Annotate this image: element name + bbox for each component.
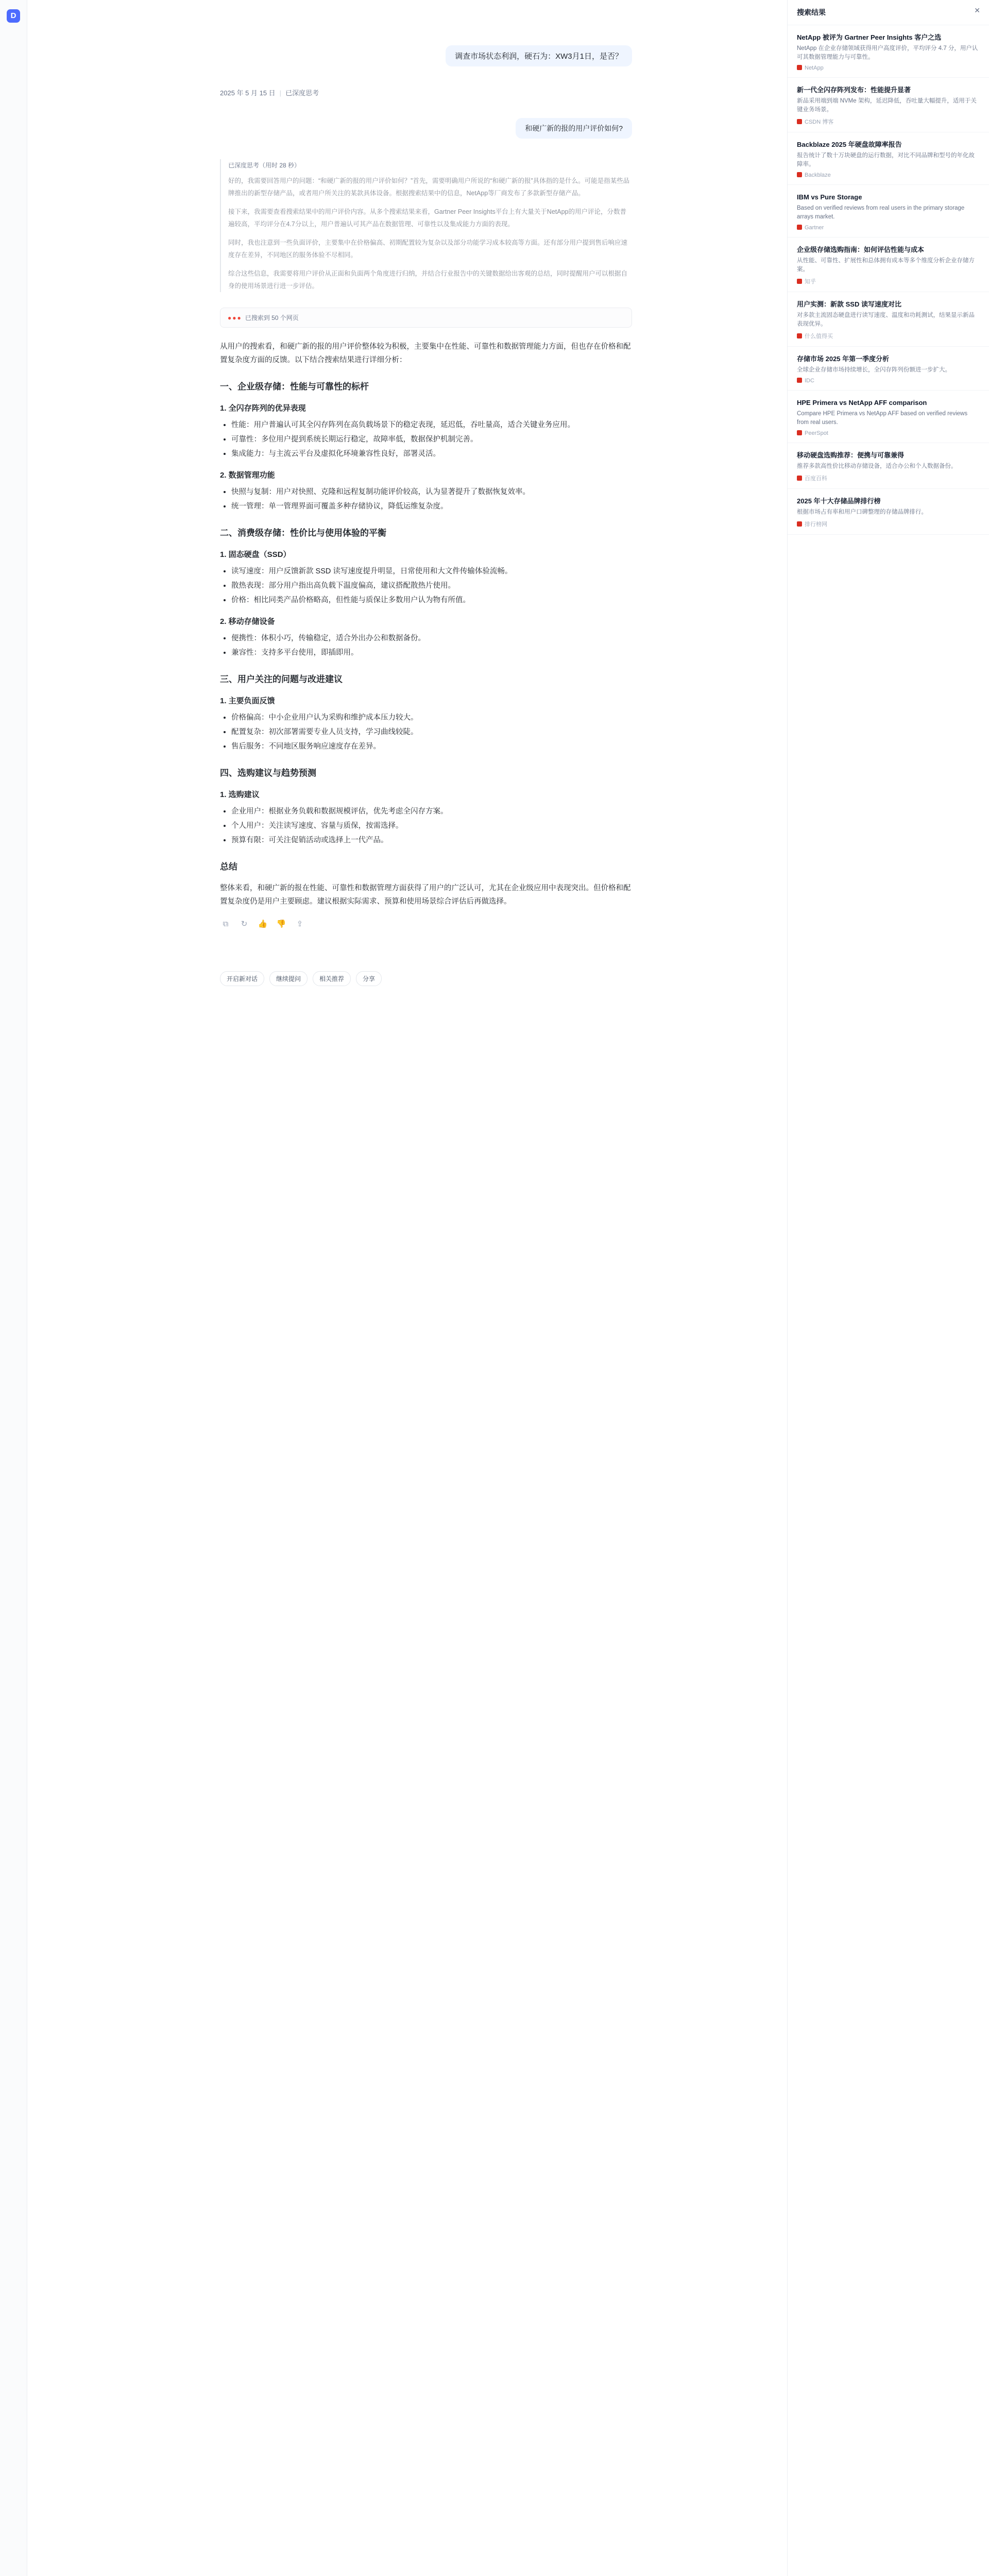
search-result-item[interactable] bbox=[788, 185, 989, 238]
bullet-list bbox=[220, 805, 632, 847]
search-result-title[interactable]: 企业级存储选购指南：如何评估性能与成本 bbox=[797, 246, 925, 253]
summary-title: 总结 bbox=[220, 862, 237, 872]
user-message-2-row bbox=[220, 118, 632, 139]
search-result-snippet: Compare HPE Primera vs NetApp AFF based on verified reviews from real users. bbox=[797, 411, 968, 426]
regenerate-icon[interactable]: ↻ bbox=[241, 919, 248, 928]
search-result-title[interactable]: 移动硬盘选购推荐：便携与可靠兼得 bbox=[797, 451, 905, 459]
user-message-1-row bbox=[220, 45, 632, 66]
thumbs-up-icon[interactable]: 👍 bbox=[258, 919, 268, 928]
bullet-item: • 价格：相比同类产品价格略高，但性能与质保让多数用户认为物有所值。 bbox=[231, 594, 632, 607]
bullet-item: • 个人用户：关注读写速度、容量与质保，按需选择。 bbox=[231, 819, 632, 833]
subsection-title: 2. 移动存储设备 bbox=[220, 617, 275, 626]
share-icon[interactable]: ⇪ bbox=[296, 919, 303, 928]
app-logo[interactable]: D bbox=[7, 9, 20, 23]
bullet-item: • 统一管理：单一管理界面可覆盖多种存储协议，降低运维复杂度。 bbox=[231, 500, 632, 513]
search-result-title[interactable]: HPE Primera vs NetApp AFF comparison bbox=[797, 399, 927, 406]
site-favicon-icon bbox=[797, 279, 802, 284]
subsection-title: 1. 固态硬盘（SSD） bbox=[220, 550, 291, 559]
site-favicon-icon bbox=[797, 378, 802, 383]
search-result-title[interactable]: IBM vs Pure Storage bbox=[797, 193, 862, 201]
suggestion-chip[interactable]: 分享 bbox=[356, 971, 382, 986]
source-name: 百度百科 bbox=[805, 476, 827, 482]
user-message-1: 调查市场状态利润，硬石为：XW3月1日，是否？ bbox=[446, 45, 632, 66]
copy-icon[interactable]: ⧉ bbox=[223, 919, 229, 928]
message-meta: 2025 年 5 月 15 日 | 已深度思考 bbox=[220, 89, 319, 97]
bullet-list bbox=[220, 418, 632, 461]
message-status: 已深度思考 bbox=[285, 89, 319, 97]
conversation bbox=[220, 0, 632, 986]
bullet-list bbox=[220, 485, 632, 513]
search-result-source bbox=[797, 378, 980, 384]
search-result-source bbox=[797, 117, 980, 126]
answer-sections bbox=[220, 380, 632, 847]
answer bbox=[220, 340, 632, 908]
bullet-item: • 快照与复制：用户对快照、克隆和远程复制功能评价较高，认为显著提升了数据恢复效率。 bbox=[231, 485, 632, 499]
search-result-snippet: 全球企业存储市场持续增长，全闪存阵列份额进一步扩大。 bbox=[797, 367, 951, 373]
search-result-source bbox=[797, 332, 980, 340]
search-result-snippet: Based on verified reviews from real users in the primary storage arrays market. bbox=[797, 205, 965, 220]
source-name: Backblaze bbox=[805, 172, 831, 178]
search-results-panel bbox=[787, 0, 989, 2576]
search-result-source bbox=[797, 520, 980, 528]
source-name: 什么值得买 bbox=[805, 333, 833, 340]
bullet-item: • 预算有限：可关注促销活动或选择上一代产品。 bbox=[231, 834, 632, 847]
site-favicon-icon bbox=[797, 119, 802, 124]
bullet-item: • 性能：用户普遍认可其全闪存阵列在高负载场景下的稳定表现，延迟低，吞吐量高，适合关键业务应用。 bbox=[231, 418, 632, 432]
section-title: 四、选购建议与趋势预测 bbox=[220, 768, 316, 778]
answer-intro: 从用户的搜索看，和硬广新的报的用户评价整体较为积极，主要集中在性能、可靠性和数据管理能力方面，但也存在价格和配置复杂度方面的反馈。以下结合搜索结果进行详细分析： bbox=[220, 343, 631, 364]
thinking-paragraph: 好的，我需要回答用户的问题：“和硬广新的报的用户评价如何？”首先，需要明确用户所说的“和硬广新的报”具体指的是什么。可能是指某些品牌推出的新型存储产品，或者用户所关注的某款具体设备。根据搜索结果中的信息，NetApp等厂商发布了多款新型存储产品。 bbox=[228, 177, 630, 197]
site-favicon-icon bbox=[797, 430, 802, 435]
section-title: 三、用户关注的问题与改进建议 bbox=[220, 674, 343, 684]
source-name: CSDN 博客 bbox=[805, 119, 834, 125]
thinking-paragraph: 同时，我也注意到一些负面评价，主要集中在价格偏高、初期配置较为复杂以及部分功能学习成本较高等方面。还有部分用户提到售后响应速度存在差异，不同地区的服务体验不尽相同。 bbox=[228, 239, 628, 259]
suggestion-chip[interactable]: 相关推荐 bbox=[313, 971, 351, 986]
search-result-title[interactable]: Backblaze 2025 年硬盘故障率报告 bbox=[797, 141, 902, 148]
site-favicon-icon bbox=[797, 172, 802, 177]
suggestion-chip[interactable]: 继续提问 bbox=[269, 971, 308, 986]
site-favicon-icon bbox=[797, 65, 802, 70]
bullet-item: • 配置复杂：初次部署需要专业人员支持，学习曲线较陡。 bbox=[231, 725, 632, 739]
bullet-list bbox=[220, 565, 632, 607]
subsection-title: 2. 数据管理功能 bbox=[220, 471, 275, 480]
search-result-title[interactable]: 2025 年十大存储品牌排行榜 bbox=[797, 497, 881, 505]
source-name: Gartner bbox=[805, 225, 824, 231]
search-result-snippet: 新品采用端到端 NVMe 架构，延迟降低，吞吐量大幅提升，适用于关键业务场景。 bbox=[797, 98, 977, 113]
search-result-item[interactable] bbox=[788, 489, 989, 535]
search-panel-header bbox=[788, 0, 989, 25]
search-result-source bbox=[797, 430, 980, 436]
subsection-title: 1. 主要负面反馈 bbox=[220, 697, 275, 705]
search-result-source bbox=[797, 225, 980, 231]
main-area bbox=[27, 0, 787, 2576]
search-result-snippet: 报告统计了数十万块硬盘的运行数据，对比不同品牌和型号的年化故障率。 bbox=[797, 152, 975, 167]
search-result-source bbox=[797, 474, 980, 482]
search-count: 已搜索到 50 个网页 bbox=[245, 314, 299, 321]
bullet-item: • 可靠性：多位用户提到系统长期运行稳定，故障率低，数据保护机制完善。 bbox=[231, 433, 632, 446]
bullet-item: • 便携性：体积小巧，传输稳定，适合外出办公和数据备份。 bbox=[231, 632, 632, 645]
site-favicon-icon bbox=[797, 333, 802, 338]
search-result-item[interactable] bbox=[788, 132, 989, 185]
bullet-item: • 企业用户：根据业务负载和数据规模评估，优先考虑全闪存方案。 bbox=[231, 805, 632, 818]
close-icon[interactable]: ✕ bbox=[974, 6, 980, 14]
bullet-item: • 售后服务：不同地区服务响应速度存在差异。 bbox=[231, 740, 632, 753]
search-result-item[interactable] bbox=[788, 25, 989, 78]
search-result-card[interactable] bbox=[220, 308, 632, 328]
search-result-item[interactable] bbox=[788, 347, 989, 391]
search-result-source bbox=[797, 172, 980, 178]
section-title: 二、消费级存储：性价比与使用体验的平衡 bbox=[220, 528, 386, 538]
source-name: 排行榜网 bbox=[805, 521, 827, 528]
search-result-snippet: NetApp 在企业存储领域获得用户高度评价，平均评分 4.7 分，用户认可其数据管理能力与可靠性。 bbox=[797, 45, 978, 60]
search-result-snippet: 根据市场占有率和用户口碑整理的存储品牌排行。 bbox=[797, 509, 927, 515]
site-favicon-icon bbox=[797, 476, 802, 481]
thinking-header[interactable]: 已深度思考（用时 28 秒） bbox=[228, 162, 301, 169]
left-sidebar bbox=[0, 0, 27, 2576]
search-result-title[interactable]: 存储市场 2025 年第一季度分析 bbox=[797, 355, 890, 363]
search-result-title[interactable]: 用户实测：新款 SSD 读写速度对比 bbox=[797, 300, 901, 308]
user-message-2: 和硬广新的报的用户评价如何? bbox=[516, 118, 632, 139]
bullet-item: • 读写速度：用户反馈新款 SSD 读写速度提升明显，日常使用和大文件传输体验流畅。 bbox=[231, 565, 632, 578]
message-date: 2025 年 5 月 15 日 bbox=[220, 89, 276, 97]
thinking-block bbox=[220, 159, 632, 292]
search-result-item[interactable] bbox=[788, 443, 989, 489]
search-result-item[interactable] bbox=[788, 238, 989, 292]
search-result-title[interactable]: NetApp 被评为 Gartner Peer Insights 客户之选 bbox=[797, 33, 942, 41]
source-name: NetApp bbox=[805, 65, 824, 71]
search-result-source bbox=[797, 65, 980, 71]
site-favicon-icon bbox=[797, 521, 802, 527]
thinking-paragraph: 综合这些信息，我需要将用户评价从正面和负面两个角度进行归纳，并结合行业报告中的关键数据给出客观的总结，同时提醒用户可以根据自身的使用场景进行进一步评估。 bbox=[228, 270, 628, 290]
bullet-item: • 散热表现：部分用户指出高负载下温度偏高，建议搭配散热片使用。 bbox=[231, 579, 632, 592]
search-result-source bbox=[797, 277, 980, 285]
search-result-snippet: 对多款主流固态硬盘进行读写速度、温度和功耗测试，结果显示新品表现优异。 bbox=[797, 312, 975, 327]
source-name: 知乎 bbox=[805, 279, 816, 285]
bullet-item: • 兼容性：支持多平台使用，即插即用。 bbox=[231, 646, 632, 659]
bullet-item: • 价格偏高：中小企业用户认为采购和维护成本压力较大。 bbox=[231, 711, 632, 724]
source-dots-icon: ●●● bbox=[228, 314, 242, 321]
thumbs-down-icon[interactable]: 👎 bbox=[276, 919, 286, 928]
thinking-paragraph: 接下来，我需要查看搜索结果中的用户评价内容。从多个搜索结果来看，Gartner Peer Insights平台上有大量关于NetApp的用户评论，分数普遍较高，平均评分在4.7分以上，用户普遍认可其产品在数据管理、可靠性以及集成能力方面的表现。 bbox=[228, 208, 627, 228]
search-result-snippet: 从性能、可靠性、扩展性和总体拥有成本等多个维度分析企业存储方案。 bbox=[797, 258, 975, 273]
subsection-title: 1. 选购建议 bbox=[220, 790, 260, 799]
search-result-item[interactable] bbox=[788, 78, 989, 132]
suggestion-chips bbox=[220, 971, 632, 986]
bullet-list bbox=[220, 632, 632, 659]
bullet-item: • 集成能力：与主流云平台及虚拟化环境兼容性良好，部署灵活。 bbox=[231, 447, 632, 461]
bullet-list bbox=[220, 711, 632, 753]
thinking-paragraphs bbox=[228, 175, 632, 292]
search-result-item[interactable] bbox=[788, 391, 989, 443]
suggestion-chip[interactable]: 开启新对话 bbox=[220, 971, 264, 986]
summary-text: 整体来看，和硬广新的报在性能、可靠性和数据管理方面获得了用户的广泛认可，尤其在企业级应用中表现突出。但价格和配置复杂度仍是用户主要顾虑。建议根据实际需求、预算和使用场景综合评估后再做选择。 bbox=[220, 884, 631, 906]
search-panel-title: 搜索结果 bbox=[797, 8, 826, 16]
search-result-list bbox=[788, 25, 989, 535]
site-favicon-icon bbox=[797, 225, 802, 230]
section-title: 一、企业级存储：性能与可靠性的标杆 bbox=[220, 382, 369, 392]
search-result-title[interactable]: 新一代全闪存阵列发布：性能提升显著 bbox=[797, 86, 911, 94]
source-name: PeerSpot bbox=[805, 430, 828, 436]
source-name: IDC bbox=[805, 378, 814, 384]
subsection-title: 1. 全闪存阵列的优异表现 bbox=[220, 404, 306, 413]
search-result-snippet: 推荐多款高性价比移动存储设备，适合办公和个人数据备份。 bbox=[797, 463, 957, 469]
search-result-item[interactable] bbox=[788, 292, 989, 347]
answer-actions bbox=[220, 919, 632, 930]
